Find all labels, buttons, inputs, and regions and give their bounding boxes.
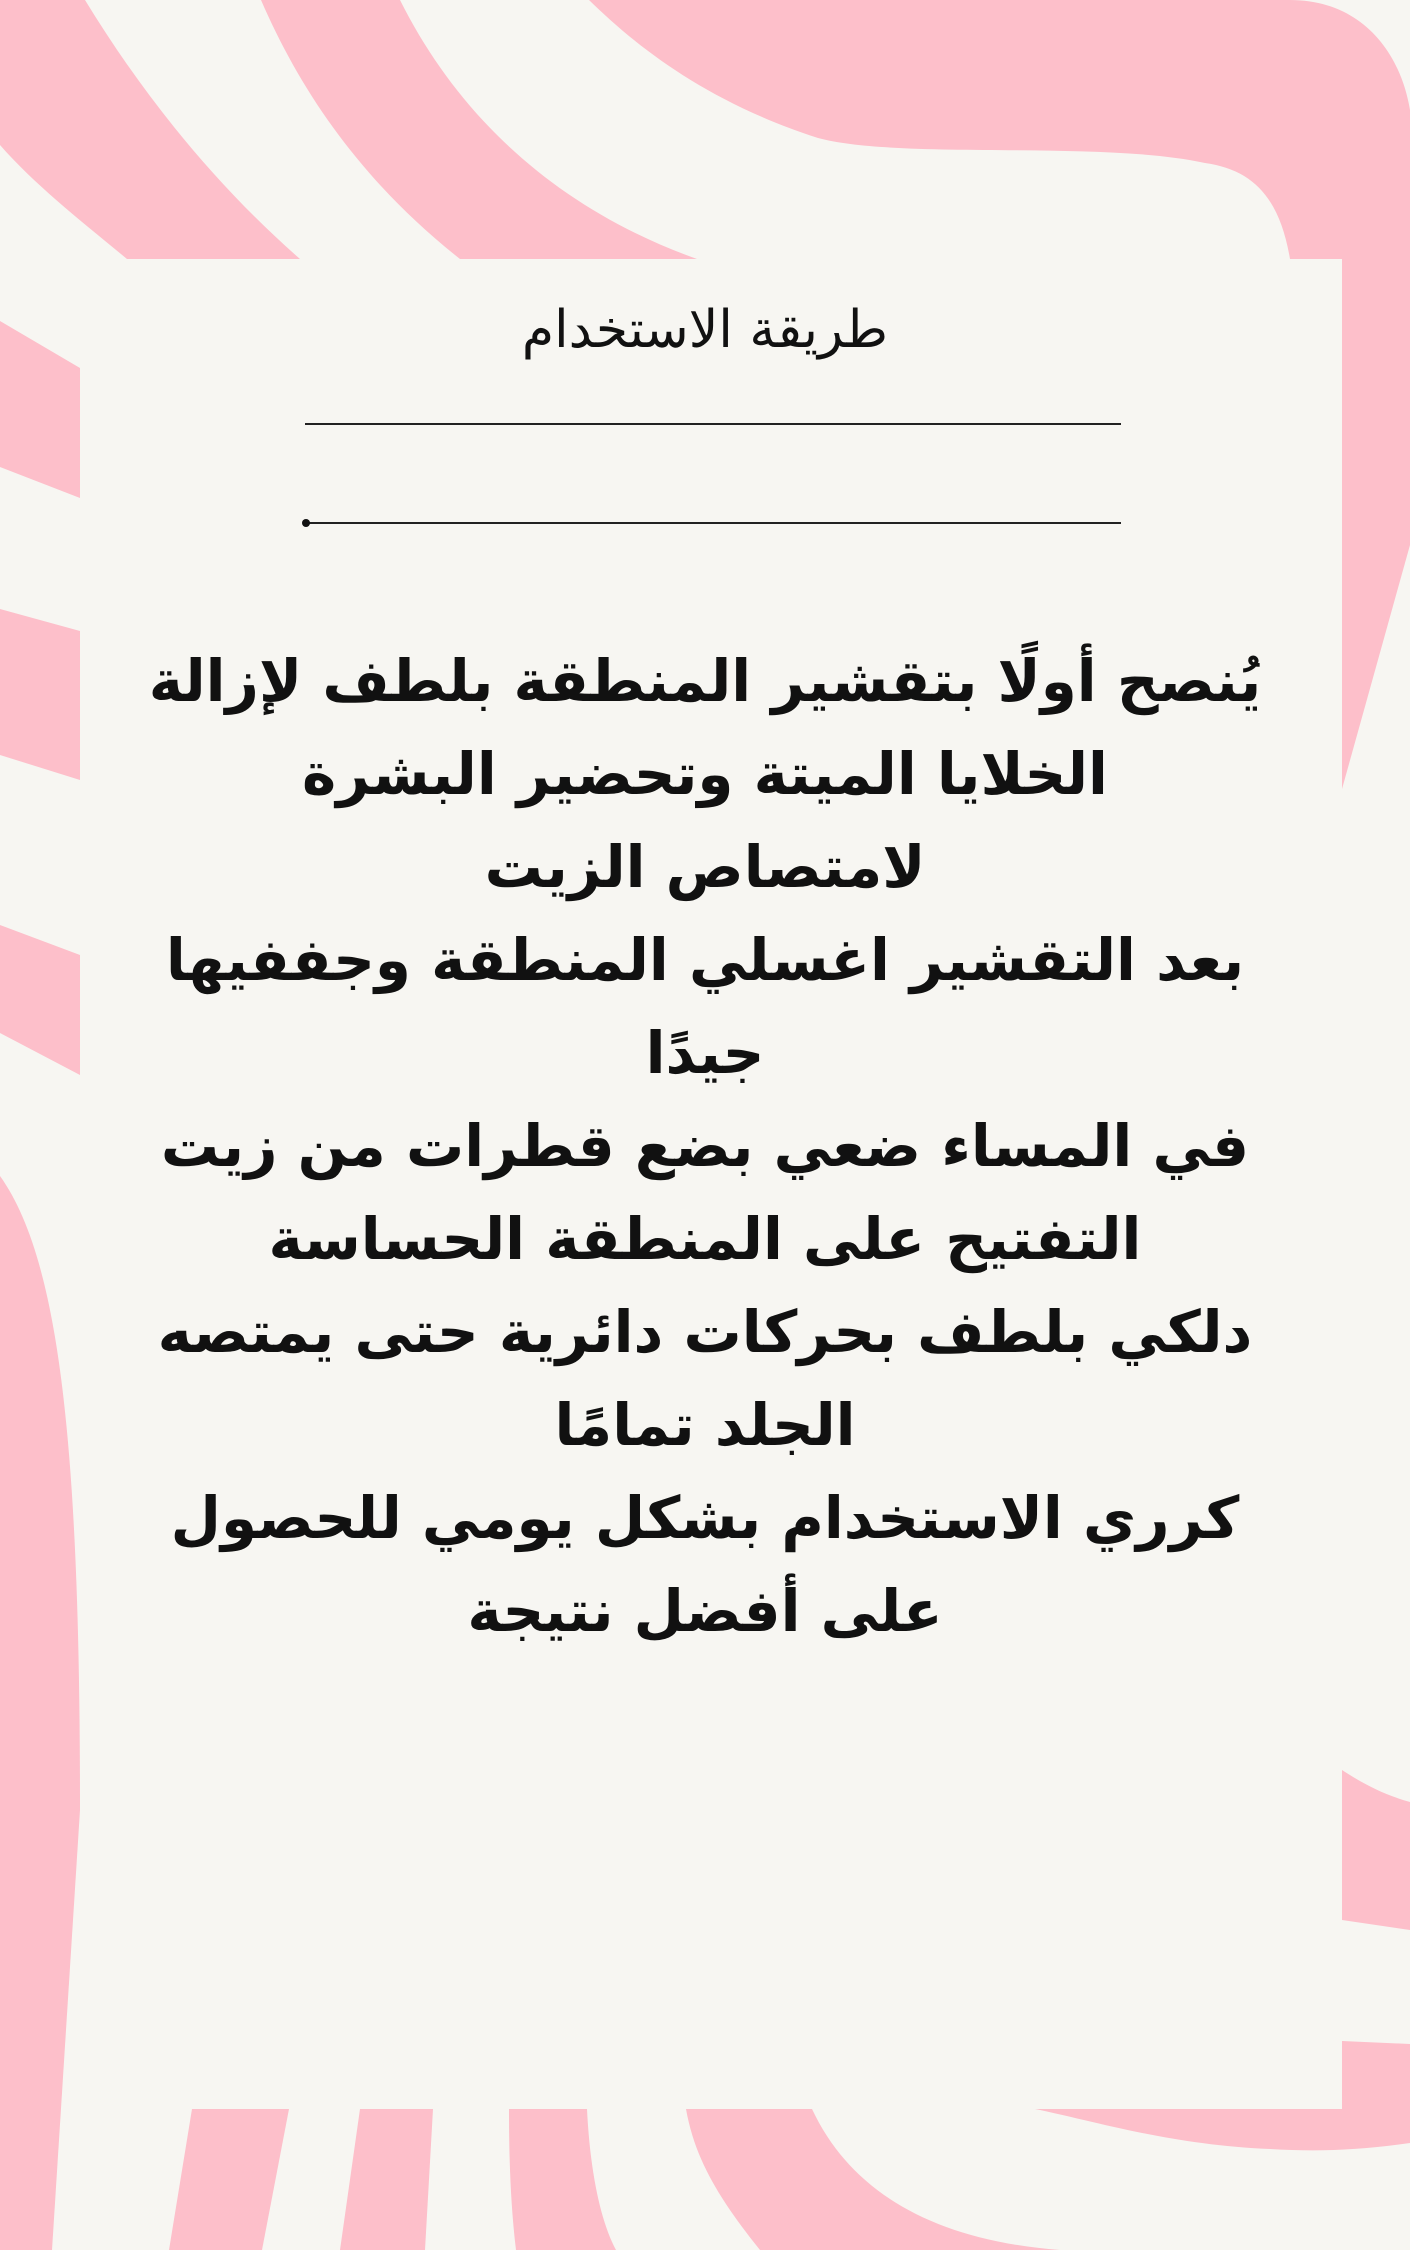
instructions-text — [120, 635, 1290, 1658]
page-title: طريقة الاستخدام — [521, 300, 889, 360]
instruction-line: على أفضل نتيجة — [467, 1577, 943, 1645]
pink-stripe-top-left-1 — [0, 0, 300, 259]
pink-stripe-left-2 — [0, 609, 80, 780]
instruction-line: يُنصح أولًا بتقشير المنطقة بلطف لإزالة — [148, 647, 1262, 715]
pink-stripe-left-3 — [0, 925, 80, 1075]
divider-bottom — [305, 522, 1121, 524]
instruction-line: الخلايا الميتة وتحضير البشرة — [302, 740, 1108, 808]
divider-dot — [302, 519, 310, 527]
pink-stripe-top-left-2 — [261, 0, 697, 259]
instruction-line: في المساء ضعي بضع قطرات من زيت — [160, 1112, 1250, 1180]
pink-stripe-bottom-3 — [509, 2109, 616, 2250]
divider-top — [305, 423, 1121, 425]
pink-stripe-bottom-1 — [169, 2109, 289, 2250]
instruction-line: لامتصاص الزيت — [484, 833, 926, 901]
pink-stripe-bottom-4 — [686, 2109, 1060, 2250]
instruction-line: جيدًا — [645, 1019, 765, 1087]
pink-shape-left-lower — [0, 1176, 80, 2250]
pink-stripe-bottom-2 — [340, 2109, 433, 2250]
pink-stripe-right-mid — [1342, 1770, 1410, 1930]
instruction-line: كرري الاستخدام بشكل يومي للحصول — [170, 1484, 1240, 1552]
instruction-line: بعد التقشير اغسلي المنطقة وجففيها — [165, 926, 1245, 994]
instruction-line: الجلد تمامًا — [554, 1391, 856, 1459]
instruction-line: دلكي بلطف بحركات دائرية حتى يمتصه — [157, 1298, 1253, 1366]
instruction-line: التفتيح على المنطقة الحساسة — [268, 1205, 1142, 1273]
